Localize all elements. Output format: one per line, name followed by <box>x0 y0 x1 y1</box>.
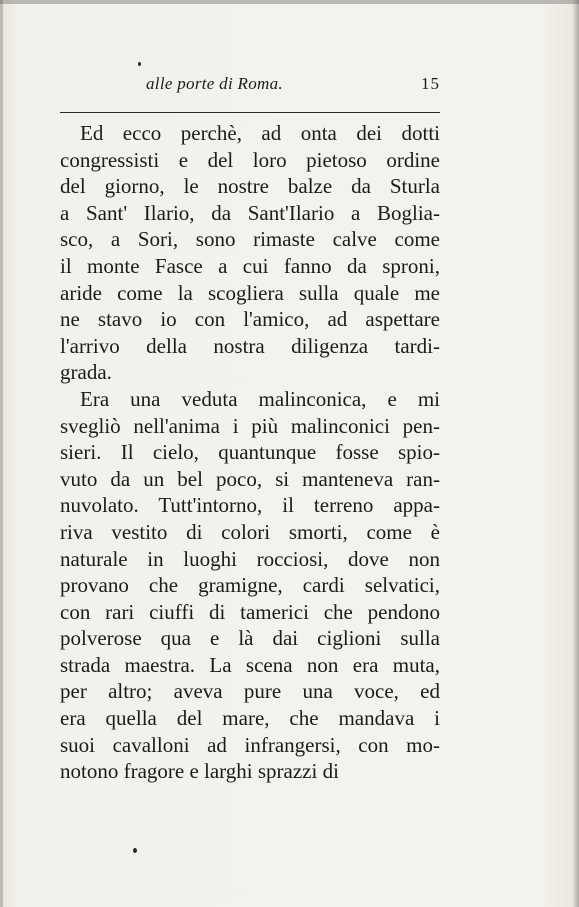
page-number: 15 <box>421 74 440 93</box>
page-right-edge <box>572 0 579 907</box>
text-line: suoi cavalloni ad infrangersi, con mo- <box>60 732 440 757</box>
text-line: naturale in luoghi rocciosi, dove non <box>60 546 440 571</box>
text-line: vuto da un bel poco, si manteneva ran- <box>60 466 440 491</box>
text-line: notono fragore e larghi sprazzi di <box>60 759 339 784</box>
text-line: provano che gramigne, cardi selvatici, <box>60 573 440 598</box>
text-line: polverose qua e là dai ciglioni sulla <box>60 626 440 651</box>
text-line: sco, a Sori, sono rimaste calve come <box>60 227 440 252</box>
ink-speck <box>138 62 141 66</box>
text-line: l'arrivo della nostra diligenza tardi- <box>60 333 440 358</box>
text-line: per altro; aveva pure una voce, ed <box>60 679 440 704</box>
running-head <box>60 74 440 100</box>
text-line: svegliò nell'anima i più malinconici pen- <box>60 413 440 438</box>
body-text <box>60 120 440 785</box>
paragraph <box>60 120 440 386</box>
text-line: Ed ecco perchè, ad onta dei dotti <box>80 121 440 145</box>
text-line: congressisti e del loro pietoso ordine <box>60 147 440 172</box>
text-line: ne stavo io con l'amico, ad aspettare <box>60 307 440 332</box>
page-top-edge <box>0 0 579 4</box>
text-line: il monte Fasce a cui fanno da sproni, <box>60 253 440 278</box>
text-line: con rari ciuffi di tamerici che pendono <box>60 599 440 624</box>
page-left-edge <box>0 0 3 907</box>
text-line: strada maestra. La scena non era muta, <box>60 652 440 677</box>
text-line: sieri. Il cielo, quantunque fosse spio- <box>60 440 440 465</box>
ink-speck <box>133 848 137 853</box>
header-rule <box>60 112 440 113</box>
text-line: a Sant' Ilario, da Sant'Ilario a Boglia- <box>60 200 440 225</box>
text-line: del giorno, le nostre balze da Sturla <box>60 174 440 199</box>
text-line: grada. <box>60 360 112 385</box>
running-title: alle porte di Roma. <box>146 74 283 93</box>
text-line: nuvolato. Tutt'intorno, il terreno appa- <box>60 493 440 518</box>
text-line: aride come la scogliera sulla quale me <box>60 280 440 305</box>
paragraph <box>60 386 440 785</box>
text-line: riva vestito di colori smorti, come è <box>60 519 440 544</box>
text-line: era quella del mare, che mandava i <box>60 706 440 731</box>
text-line: Era una veduta malinconica, e mi <box>80 386 440 411</box>
